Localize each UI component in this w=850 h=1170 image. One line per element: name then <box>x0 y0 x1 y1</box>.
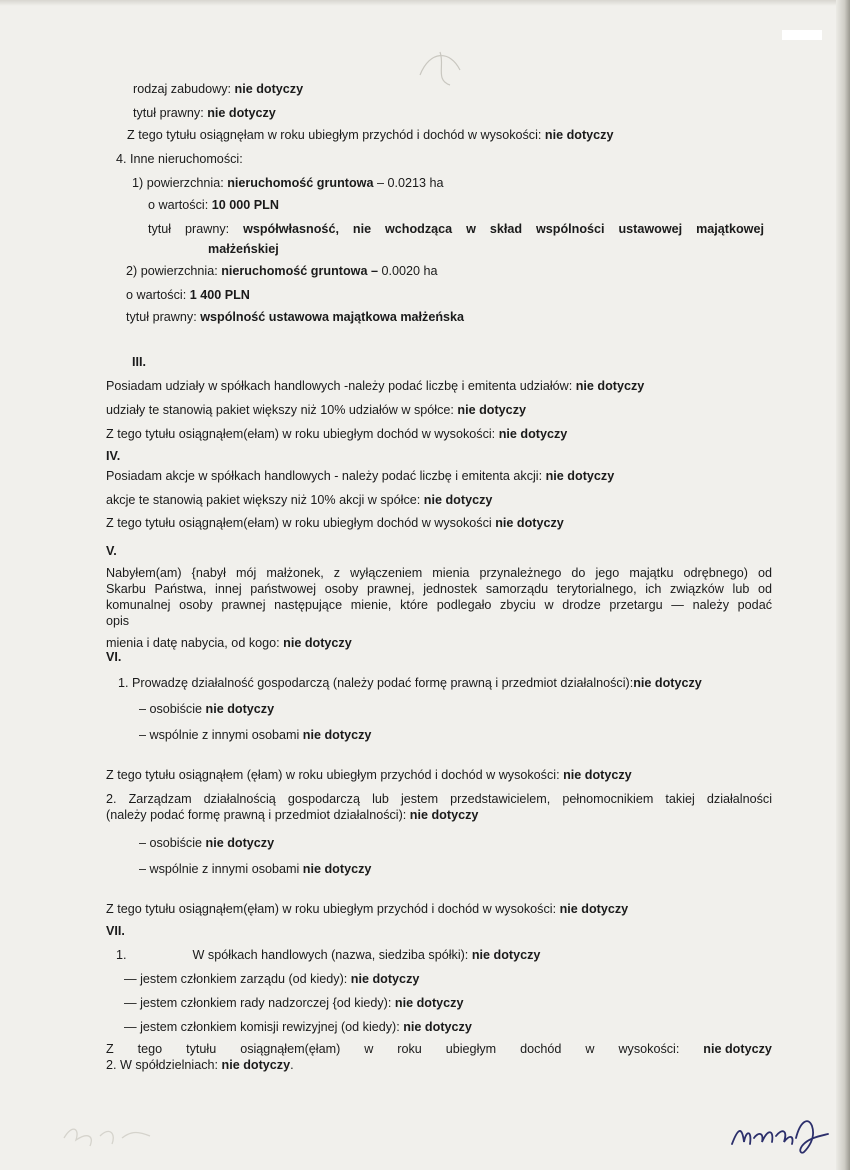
line-title-2: tytuł prawny: wspólność ustawowa majątkowa małżeńska <box>126 310 465 324</box>
line-shares-income: Z tego tytułu osiągnąłem(ełam) w roku ubiegłym dochód w wysokości: nie dotyczy <box>106 427 568 441</box>
line-management-income: Z tego tytułu osiągnąłem(ęłam) w roku ubiegłym przychód i dochód w wysokości: nie dotyczy <box>106 902 629 916</box>
line-title-1: tytuł prawny: współwłasność, nie wchodząca w skład wspólności ustawowej majątkowej <box>148 222 764 236</box>
line-area-2: 2) powierzchnia: nieruchomość gruntowa – 0.0020 ha <box>126 264 438 278</box>
line-income: Z tego tytułu osiągnęłam w roku ubiegłym przychód i dochód w wysokości: nie dotyczy <box>127 128 614 142</box>
line-stocks-income: Z tego tytułu osiągnąłem(ełam) w roku ubiegłym dochód w wysokości nie dotyczy <box>106 516 564 530</box>
line-shares-package: udziały te stanowią pakiet większy niż 10% udziałów w spółce: nie dotyczy <box>106 403 526 417</box>
line-area-1: 1) powierzchnia: nieruchomość gruntowa – 0.0213 ha <box>132 176 444 190</box>
line-stocks-package: akcje te stanowią pakiet większy niż 10% akcji w spółce: nie dotyczy <box>106 493 493 507</box>
section-heading-vi: VI. <box>106 650 122 664</box>
line-acquired-1: Nabyłem(am) {nabył mój małżonek, z wyłączeniem mienia przynależnego do jego majątku odrębnego) od <box>106 566 772 580</box>
line-acquired-5: mienia i datę nabycia, od kogo: nie dotyczy <box>106 636 352 650</box>
line-cooperatives: 2. W spółdzielniach: nie dotyczy. <box>106 1058 294 1072</box>
line-management-joint: – wspólnie z innymi osobami nie dotyczy <box>139 862 372 876</box>
line-business-income: Z tego tytułu osiągnąłem (ęłam) w roku ubiegłym przychód i dochód w wysokości: nie dotyczy <box>106 768 632 782</box>
section-heading-iii: III. <box>132 355 146 369</box>
signature-image <box>728 1108 838 1158</box>
line-management: 2. Zarządzam działalnością gospodarczą lub jestem przedstawicielem, pełnomocnikiem takiej działalności <box>106 792 772 806</box>
line-stocks: Posiadam akcje w spółkach handlowych - należy podać liczbę i emitenta akcji: nie dotyczy <box>106 469 615 483</box>
faint-stamp-mark <box>400 40 480 90</box>
line-management-personal: – osobiście nie dotyczy <box>139 836 275 850</box>
faint-signature-mark <box>60 1118 160 1154</box>
line-other-real-estate: 4. Inne nieruchomości: <box>116 152 243 166</box>
scan-edge-right <box>836 0 850 1170</box>
line-shares: Posiadam udziały w spółkach handlowych -należy podać liczbę i emitenta udziałów: nie dotyczy <box>106 379 645 393</box>
scan-edge-top <box>0 0 850 6</box>
line-board-member: — jestem członkiem zarządu (od kiedy): nie dotyczy <box>124 972 420 986</box>
section-heading-v: V. <box>106 544 117 558</box>
line-business-joint: – wspólnie z innymi osobami nie dotyczy <box>139 728 372 742</box>
line-acquired-4: opis <box>106 614 130 628</box>
line-business-personal: – osobiście nie dotyczy <box>139 702 275 716</box>
scan-corner-mark <box>782 30 822 40</box>
line-supervisory-member: — jestem członkiem rady nadzorczej {od kiedy): nie dotyczy <box>124 996 464 1010</box>
line-value-1: o wartości: 10 000 PLN <box>148 198 279 212</box>
line-companies-income: Z tego tytułu osiągnąłem(ęłam) w roku ubiegłym dochód w wysokości: nie dotyczy <box>106 1042 772 1056</box>
line-legal-title: tytuł prawny: nie dotyczy <box>133 106 276 120</box>
line-title-1-cont: małżeńskiej <box>208 242 279 256</box>
line-acquired-2: Skarbu Państwa, innej państwowej osoby prawnej, jednostek samorządu terytorialnego, ich związków lub od <box>106 582 772 596</box>
line-management-form: (należy podać formę prawną i przedmiot działalności): nie dotyczy <box>106 808 479 822</box>
section-heading-vii: VII. <box>106 924 125 938</box>
line-business: 1. Prowadzę działalność gospodarczą (należy podać formę prawną i przedmiot działalności):nie dotyczy <box>118 676 702 690</box>
line-audit-member: — jestem członkiem komisji rewizyjnej (od kiedy): nie dotyczy <box>124 1020 472 1034</box>
line-building-type: rodzaj zabudowy: nie dotyczy <box>133 82 304 96</box>
line-value-2: o wartości: 1 400 PLN <box>126 288 250 302</box>
section-heading-iv: IV. <box>106 449 121 463</box>
line-acquired-3: komunalnej osoby prawnej następujące mienie, które podlegało zbyciu w drodze przetargu — należy podać <box>106 598 772 612</box>
line-companies: 1. W spółkach handlowych (nazwa, siedziba spółki): nie dotyczy <box>116 948 541 962</box>
